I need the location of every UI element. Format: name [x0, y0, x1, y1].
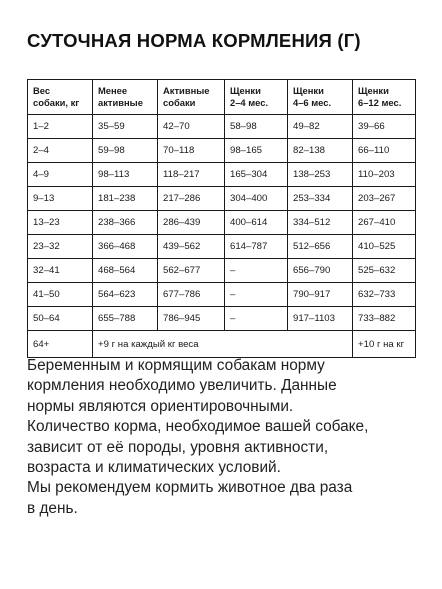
portion-cell: 165–304: [225, 163, 288, 187]
portion-cell: 82–138: [288, 139, 353, 163]
portion-cell: 564–623: [93, 283, 158, 307]
portion-cell: 70–118: [158, 139, 225, 163]
portion-cell: 110–203: [353, 163, 416, 187]
table-row: [28, 259, 416, 283]
portion-cell: 253–334: [288, 187, 353, 211]
portion-cell: 217–286: [158, 187, 225, 211]
note-line: кормления необходимо увеличить. Данные: [27, 377, 337, 395]
table-row-last: [28, 331, 416, 358]
portion-cell: 366–468: [93, 235, 158, 259]
column-header-line: 6–12 мес.: [358, 97, 402, 108]
note-line: нормы являются ориентировочными.: [27, 397, 294, 415]
weight-cell: 1–2: [28, 115, 93, 139]
table-row: [28, 115, 416, 139]
column-header-line: Активные: [163, 85, 210, 96]
feeding-norm-table: [27, 79, 416, 358]
note-line: Количество корма, необходимое вашей собаке,: [27, 418, 369, 436]
column-header-line: Вес: [33, 85, 51, 96]
table-row: [28, 163, 416, 187]
portion-cell: 677–786: [158, 283, 225, 307]
column-header-line: Менее: [98, 85, 128, 96]
weight-cell: 2–4: [28, 139, 93, 163]
note-line: Беременным и кормящим собакам норму: [27, 357, 325, 374]
feeding-note: [27, 356, 427, 519]
page-title: СУТОЧНАЯ НОРМА КОРМЛЕНИЯ (Г): [27, 30, 361, 51]
table-header-row: [28, 80, 416, 115]
note-line: зависит от её породы, уровня активности,: [27, 438, 329, 456]
portion-cell: 334–512: [288, 211, 353, 235]
table-row: [28, 307, 416, 331]
adult-increment-note: +9 г на каждый кг веса: [93, 331, 353, 358]
portion-cell: 98–113: [93, 163, 158, 187]
portion-cell: 468–564: [93, 259, 158, 283]
table-row: [28, 187, 416, 211]
portion-cell: 59–98: [93, 139, 158, 163]
portion-cell: 400–614: [225, 211, 288, 235]
portion-cell: 58–98: [225, 115, 288, 139]
column-header-line: Щенки: [230, 85, 261, 96]
portion-cell: 181–238: [93, 187, 158, 211]
portion-cell: 525–632: [353, 259, 416, 283]
table-row: [28, 211, 416, 235]
note-line: Мы рекомендуем кормить животное два раза: [27, 479, 353, 497]
column-header-line: Щенки: [358, 85, 389, 96]
portion-cell: 35–59: [93, 115, 158, 139]
portion-cell: 632–733: [353, 283, 416, 307]
weight-cell: 41–50: [28, 283, 93, 307]
portion-cell: 562–677: [158, 259, 225, 283]
column-header: [353, 80, 416, 115]
portion-cell: 66–110: [353, 139, 416, 163]
table-row: [28, 283, 416, 307]
table-body: [28, 115, 416, 358]
column-header-line: собаки, кг: [33, 97, 80, 108]
portion-cell: 98–165: [225, 139, 288, 163]
weight-cell: 13–23: [28, 211, 93, 235]
portion-cell: 733–882: [353, 307, 416, 331]
table-row: [28, 139, 416, 163]
weight-cell: 9–13: [28, 187, 93, 211]
column-header: [158, 80, 225, 115]
portion-cell: 138–253: [288, 163, 353, 187]
weight-cell: 50–64: [28, 307, 93, 331]
portion-cell: 286–439: [158, 211, 225, 235]
column-header: [225, 80, 288, 115]
portion-cell: 118–217: [158, 163, 225, 187]
portion-cell: 410–525: [353, 235, 416, 259]
portion-cell: 614–787: [225, 235, 288, 259]
portion-cell: 39–66: [353, 115, 416, 139]
portion-cell: 203–267: [353, 187, 416, 211]
portion-cell: 267–410: [353, 211, 416, 235]
weight-cell: 64+: [28, 331, 93, 358]
table-row: [28, 235, 416, 259]
weight-cell: 4–9: [28, 163, 93, 187]
column-header: [288, 80, 353, 115]
column-header: [93, 80, 158, 115]
portion-cell: –: [225, 307, 288, 331]
portion-cell: 238–366: [93, 211, 158, 235]
portion-cell: 304–400: [225, 187, 288, 211]
portion-cell: 512–656: [288, 235, 353, 259]
portion-cell: 439–562: [158, 235, 225, 259]
column-header-line: Щенки: [293, 85, 324, 96]
column-header-line: активные: [98, 97, 143, 108]
portion-cell: 655–788: [93, 307, 158, 331]
puppy-increment-note: +10 г на кг: [353, 331, 416, 358]
column-header-line: 4–6 мес.: [293, 97, 332, 108]
column-header-line: 2–4 мес.: [230, 97, 269, 108]
weight-cell: 32–41: [28, 259, 93, 283]
portion-cell: 49–82: [288, 115, 353, 139]
portion-cell: 786–945: [158, 307, 225, 331]
weight-cell: 23–32: [28, 235, 93, 259]
column-header: [28, 80, 93, 115]
portion-cell: –: [225, 283, 288, 307]
portion-cell: 42–70: [158, 115, 225, 139]
note-line: возраста и климатических условий.: [27, 459, 281, 477]
portion-cell: 656–790: [288, 259, 353, 283]
portion-cell: 917–1103: [288, 307, 353, 331]
portion-cell: 790–917: [288, 283, 353, 307]
note-line: в день.: [27, 499, 78, 517]
column-header-line: собаки: [163, 97, 196, 108]
portion-cell: –: [225, 259, 288, 283]
